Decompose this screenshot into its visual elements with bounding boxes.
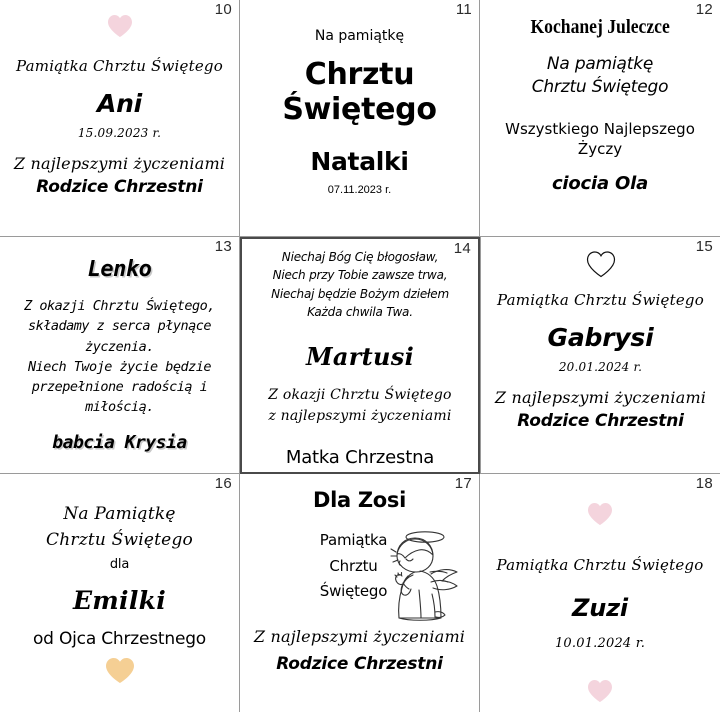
card-line: Rodzice Chrzestni [517,411,684,431]
card-line: Ani [96,89,143,118]
card-text-block [248,627,471,674]
card-line: Chrztu [304,57,415,92]
card-line: przepełnione radością i [31,379,208,395]
card-line: życzenia. [85,338,154,355]
card-number: 12 [695,1,713,18]
card-number: 11 [455,1,472,18]
heart-filled-pink-icon [587,679,613,708]
card-text-block [248,28,471,196]
card-number: 18 [695,475,713,492]
card-tile-18[interactable] [480,474,720,712]
card-text-block [488,16,712,194]
card-line: 20.01.2024 r. [558,360,643,374]
card-line: Chrztu Świętego [46,529,193,550]
card-text-block [489,291,712,431]
card-line: Świętego [282,91,437,127]
card-line: babcia Krysia [52,431,187,453]
card-line: Każda chwila Twa. [307,305,413,320]
card-line: 15.09.2023 r. [77,126,162,140]
card-line: Pamiątka Chrztu Świętego [496,556,704,575]
card-line: Zuzi [572,594,628,623]
card-tile-15[interactable] [480,237,720,474]
card-line: Wszystkiego Najlepszego [505,119,695,138]
card-text-block [8,502,231,649]
card-line: Chrztu [329,556,378,575]
card-line: Emilki [72,586,167,615]
card-tile-11[interactable] [240,0,480,237]
card-line: Matka Chrzestna [285,447,435,468]
heart-filled-pink-icon [107,14,133,43]
card-line: 10.01.2024 r. [554,636,646,652]
card-text-block [488,556,712,651]
card-line: składamy z serca płynące [27,318,212,335]
card-line: od Ojca Chrzestnego [32,629,207,649]
card-line: Z najlepszymi życzeniami [494,388,707,407]
card-line: Z okazji Chrztu Świętego, [24,298,215,314]
card-line: Niech Twoje życie będzie [27,358,212,375]
heart-filled-peach-icon [105,657,135,689]
card-line: dla [109,557,130,572]
card-tile-16[interactable] [0,474,240,712]
card-number: 13 [214,238,232,255]
card-heading-block [248,488,471,512]
card-tile-17[interactable] [240,474,480,712]
card-line: Niechaj Bóg Cię błogosław, [281,249,439,264]
card-line: Kochanej Juleczce [530,16,670,38]
praying-angel-icon [375,528,463,629]
card-line: Chrztu Świętego [531,76,669,97]
card-line: Natalki [310,147,409,176]
card-line: Pamiątka [319,531,388,549]
card-tile-13[interactable] [0,237,240,474]
heart-outline-icon [586,251,616,283]
card-line: Dla Zosi [312,488,407,512]
card-line: Pamiątka Chrztu Świętego [16,57,223,75]
card-line: Świętego [319,582,388,600]
card-text-block [8,57,231,197]
card-line: Rodzice Chrzestni [36,177,203,197]
card-line: 07.11.2023 r. [327,184,392,196]
card-text-block [250,248,470,468]
card-line: z najlepszymi życzeniami [268,408,452,424]
card-line: Na Pamiątkę [63,504,176,524]
card-line: Gabrysi [547,323,654,352]
card-number: 16 [214,475,232,492]
card-tile-10[interactable] [0,0,240,237]
card-line: ciocia Ola [551,173,649,195]
card-tile-12[interactable] [480,0,720,237]
card-line: Z okazji Chrztu Świętego [268,387,452,403]
card-line: Rodzice Chrzestni [276,653,443,674]
card-number: 15 [695,238,713,255]
card-line: Lenko [87,257,152,282]
card-number: 17 [454,475,472,492]
card-line: Na pamiątkę [546,54,654,74]
card-tile-14[interactable] [240,237,480,474]
card-number: 14 [453,240,471,257]
card-line: Na pamiątkę [314,28,405,44]
card-text-block [8,257,231,453]
card-line: Martusi [305,342,415,371]
card-line: Z najlepszymi życzeniami [13,154,226,173]
card-line: Życzy [577,140,623,159]
card-line: Niechaj będzie Bożym dziełem [271,286,449,301]
card-line: Niech przy Tobie zawsze trwa, [272,268,448,283]
heart-filled-pink-icon [587,502,613,531]
card-number: 10 [214,1,232,18]
card-line: miłością. [85,399,154,416]
card-line: Pamiątka Chrztu Świętego [497,291,704,309]
card-line: Z najlepszymi życzeniami [253,626,466,646]
